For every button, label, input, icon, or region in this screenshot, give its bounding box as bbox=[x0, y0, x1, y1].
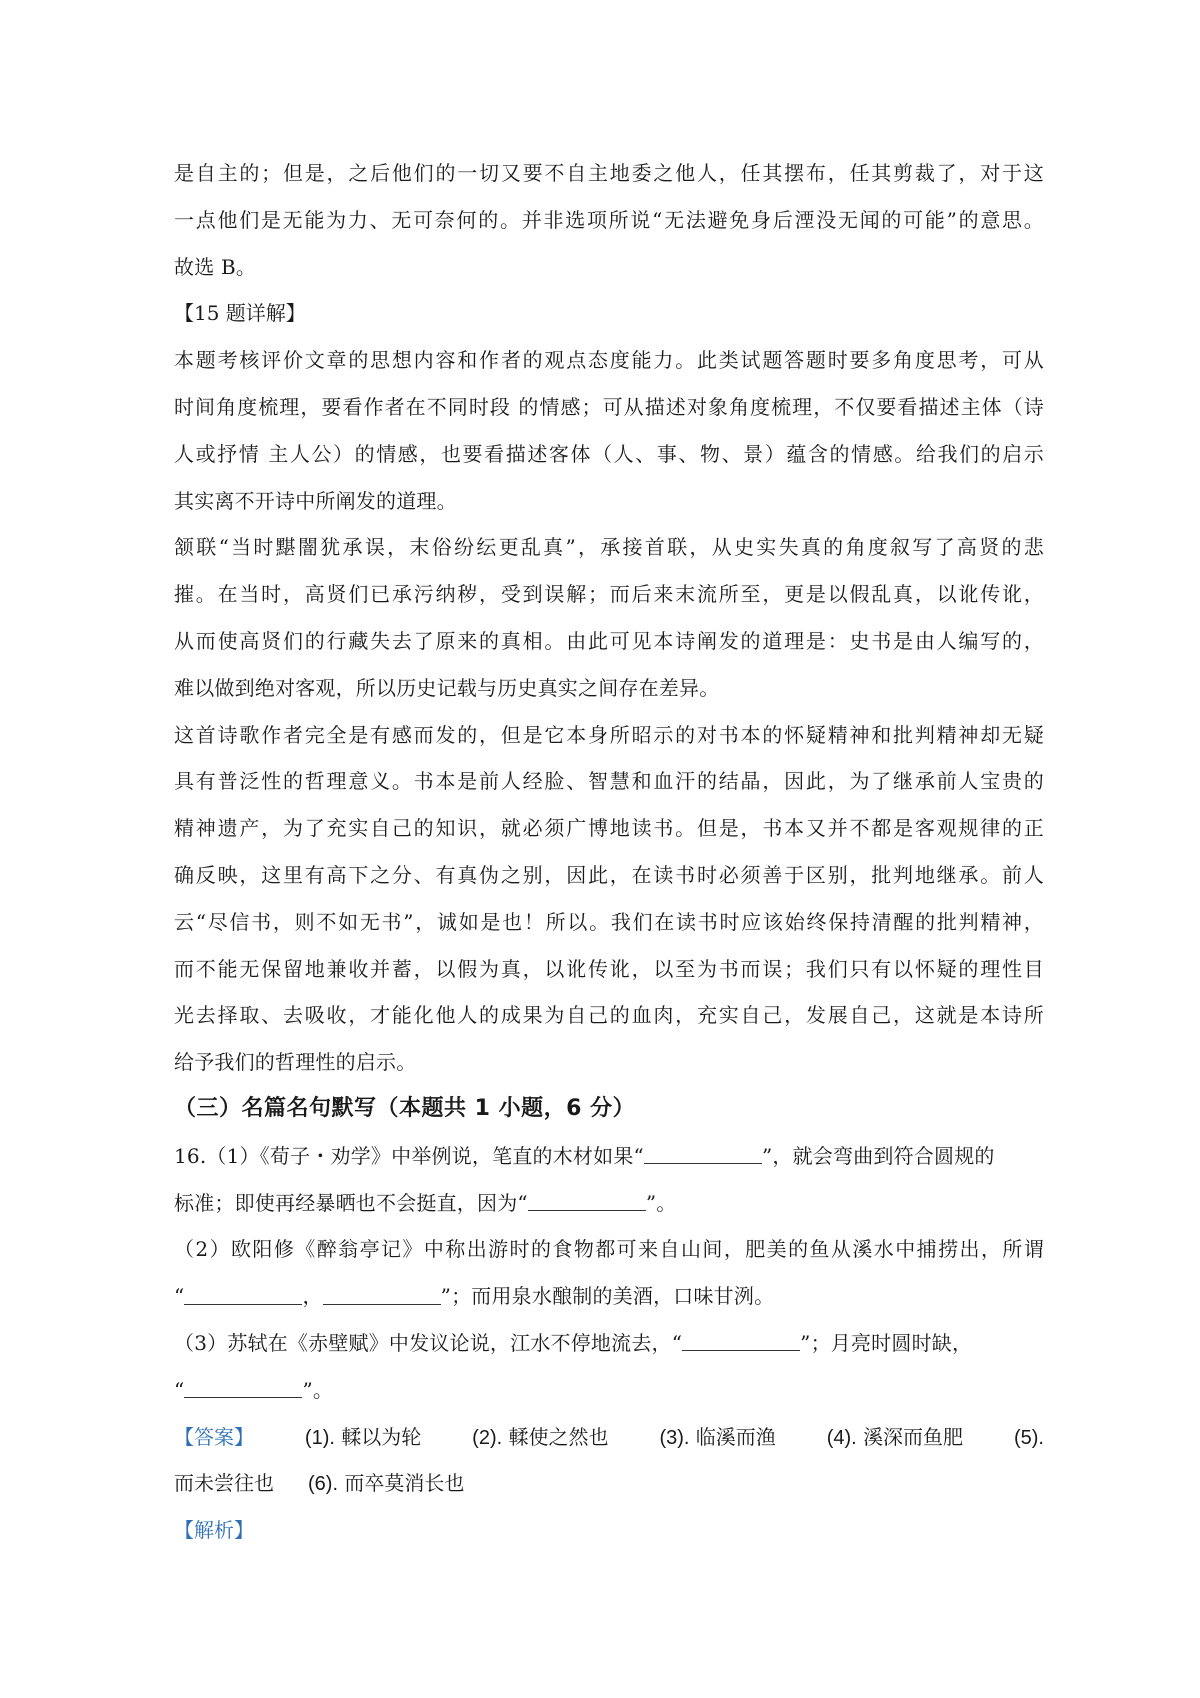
answer-num: (6). bbox=[308, 1473, 338, 1496]
text-span: ”；而用泉水酿制的美酒，口味甘洌。 bbox=[440, 1284, 775, 1309]
analysis-label: 【解析】 bbox=[174, 1518, 254, 1543]
fill-blank bbox=[528, 1209, 646, 1211]
text-line: 是自主的；但是，之后他们的一切又要不自主地委之他人，任其摆布，任其剪裁了，对于这 bbox=[174, 161, 1044, 185]
answer-num: (3). bbox=[659, 1426, 690, 1449]
text-line: 颔联“当时黮闇犹承误，末俗纷纭更乱真”，承接首联，从史实失真的角度叙写了高贤的悲 bbox=[174, 535, 1044, 560]
text-line: 具有普泛性的哲理意义。书本是前人经脸、智慧和血汗的结晶，因此，为了继承前人宝贵的 bbox=[174, 769, 1044, 794]
answer-num: (2). bbox=[472, 1426, 503, 1449]
fill-blank bbox=[644, 1162, 762, 1164]
text-line: 从而使高贤们的行藏失去了原来的真相。由此可见本诗阐发的道理是：史书是由人编写的， bbox=[174, 628, 1044, 653]
answer-item bbox=[827, 1414, 963, 1461]
answer-text: 而未尝往也 bbox=[174, 1471, 274, 1496]
document-page bbox=[174, 150, 1044, 1554]
q16-line-4 bbox=[174, 1273, 1044, 1320]
answer-text: 临溪而渔 bbox=[695, 1424, 776, 1449]
text-line: 光去择取、去吸收，才能化他人的成果为自己的血肉，充实自己，发展自己，这就是本诗所 bbox=[174, 1003, 1044, 1028]
answer-item bbox=[472, 1414, 608, 1461]
text-line: 人或抒情 主人公）的情感，也要看描述客体（人、事、物、景）蕴含的情感。给我们的启示 bbox=[174, 441, 1044, 466]
text-line: 其实离不开诗中所阐发的道理。 bbox=[174, 488, 457, 513]
answer-text: 而卒莫消长也 bbox=[344, 1471, 465, 1496]
text-span: “ bbox=[174, 1284, 185, 1309]
answer-row bbox=[174, 1414, 1044, 1461]
text-line: 难以做到绝对客观，所以历史记载与历史真实之间存在差异。 bbox=[174, 675, 720, 700]
text-line: 故选 B。 bbox=[174, 254, 257, 279]
text-line: 而不能无保留地兼收并蓄，以假为真，以讹传讹，以至为书而误；我们只有以怀疑的理性目 bbox=[174, 956, 1044, 981]
text-line: 给予我们的哲理性的启示。 bbox=[174, 1050, 417, 1075]
answer-num: (1). bbox=[304, 1426, 335, 1449]
text-span: ”。 bbox=[302, 1377, 334, 1402]
text-span: ”；月亮时圆时缺， bbox=[800, 1330, 973, 1355]
answer-item bbox=[1014, 1414, 1044, 1461]
q16-line-2 bbox=[174, 1180, 1044, 1227]
text-span: ”。 bbox=[645, 1190, 677, 1215]
q15-paragraph-3 bbox=[174, 712, 1044, 1086]
q15-paragraph-1 bbox=[174, 337, 1044, 524]
answer-text: 溪深而鱼肥 bbox=[863, 1424, 964, 1449]
text-span: 16.（1）《荀子・劝学》中举例说，笔直的木材如果“ bbox=[174, 1143, 644, 1168]
q16-line-3: （2）欧阳修《醉翁亭记》中称出游时的食物都可来自山间，肥美的鱼从溪水中捕捞出，所谓 bbox=[174, 1237, 1044, 1262]
answer-text: 輮使之然也 bbox=[508, 1424, 609, 1449]
fill-blank bbox=[184, 1303, 302, 1305]
answer-label: 【答案】 bbox=[174, 1424, 254, 1449]
answer-num: (5). bbox=[1013, 1426, 1044, 1449]
answer-item bbox=[659, 1414, 775, 1461]
continuation-paragraph bbox=[174, 150, 1044, 290]
fill-blank bbox=[184, 1396, 302, 1398]
text-line: 精神遗产，为了充实自己的知识，就必须广博地读书。但是，书本又并不都是客观规律的正 bbox=[174, 816, 1044, 841]
answer-item bbox=[305, 1414, 421, 1461]
q16-line-6 bbox=[174, 1367, 1044, 1414]
q16-line-5 bbox=[174, 1320, 1044, 1367]
q15-heading: 【15 题详解】 bbox=[174, 301, 306, 326]
text-span: 标准；即使再经暴晒也不会挺直，因为“ bbox=[174, 1190, 528, 1215]
text-span: （3）苏轼在《赤壁赋》中发议论说，江水不停地流去，“ bbox=[174, 1330, 683, 1355]
q16-question bbox=[174, 1133, 1044, 1414]
text-line: 这首诗歌作者完全是有感而发的，但是它本身所昭示的对书本的怀疑精神和批判精神却无疑 bbox=[174, 722, 1044, 747]
answer-text: 輮以为轮 bbox=[341, 1424, 422, 1449]
text-line: 一点他们是无能为力、无可奈何的。并非选项所说“无法避免身后湮没无闻的可能”的意思。 bbox=[174, 207, 1044, 232]
fill-blank bbox=[682, 1349, 800, 1351]
text-span: ”，就会弯曲到符合圆规的 bbox=[761, 1143, 995, 1168]
section-title: （三）名篇名句默写（本题共 1 小题，6 分） bbox=[174, 1095, 636, 1121]
q15-paragraph-2 bbox=[174, 524, 1044, 711]
text-line: 时间角度梳理，要看作者在不同时段 的情感；可从描述对象角度梳理，不仅要看描述主体（诗 bbox=[174, 394, 1044, 419]
text-line: 摧。在当时，高贤们已承污纳秽，受到误解；而后来末流所至，更是以假乱真，以讹传讹， bbox=[174, 582, 1044, 607]
text-span: “ bbox=[174, 1377, 185, 1402]
answer-num: (4). bbox=[826, 1426, 857, 1449]
answer-row-2 bbox=[174, 1460, 1044, 1507]
text-line: 本题考核评价文章的思想内容和作者的观点态度能力。此类试题答题时要多角度思考，可从 bbox=[174, 348, 1044, 373]
text-line: 云“尽信书，则不如无书”，诚如是也！所以。我们在读书时应该始终保持清醒的批判精神， bbox=[174, 909, 1044, 934]
text-span: ， bbox=[302, 1284, 323, 1309]
q16-line-1 bbox=[174, 1133, 1044, 1180]
text-line: 确反映，这里有高下之分、有真伪之别，因此，在读书时必须善于区别，批判地继承。前人 bbox=[174, 862, 1044, 887]
fill-blank bbox=[323, 1303, 441, 1305]
